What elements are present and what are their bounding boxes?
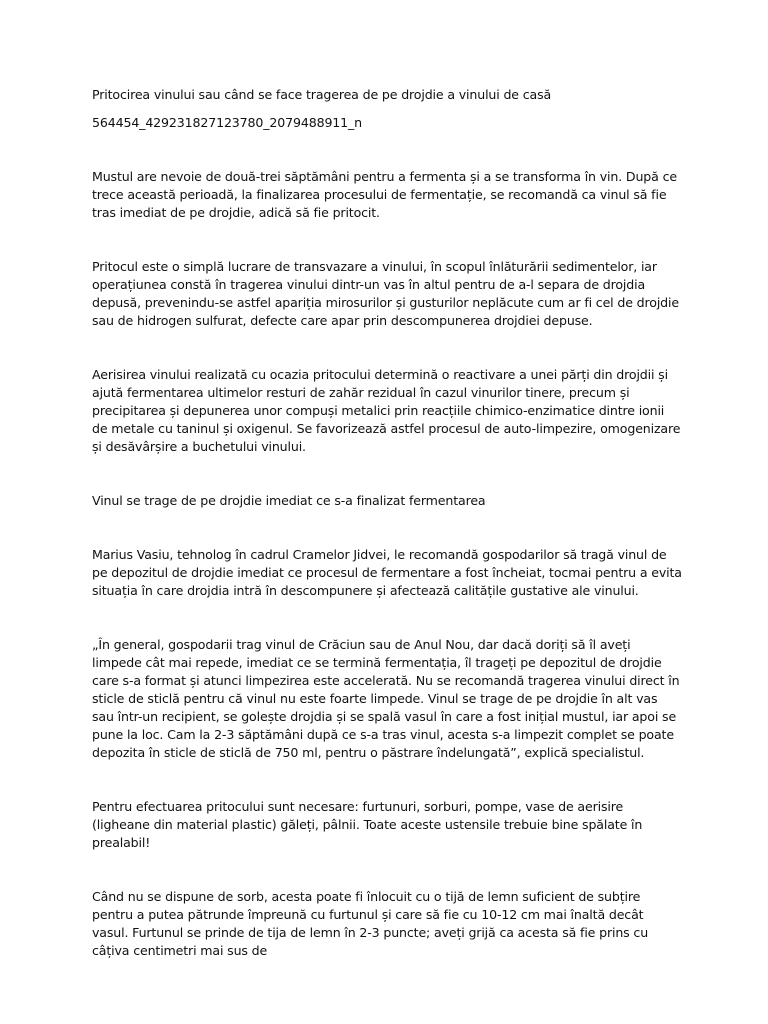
paragraph-marius-vasiu: Marius Vasiu, tehnolog în cadrul Cramelor Jidvei, le recomandă gospodarilor să tragă vinul de pe depozitul de drojdie imediat ce procesul de fermentare a fost încheiat, tocmai pentru a evita situația în care drojdia intră în descompunere și afectează calitățile gustative ale vinului. [92, 547, 682, 598]
paragraph-aeration: Aerisirea vinului realizată cu ocazia pritocului determină o reactivare a unei părți din drojdii și ajută fermentarea ultimelor resturi de zahăr rezidual în cazul vinurilor tinere, precum și precipitarea și depunerea unor compuși metalici prin reacțiile chimico-enzimatice dintre ionii de metale cu taninul și oxigenul. Se favorizează astfel procesul de auto-limpezire, omogenizare și desăvârșire a buchetului vinului. [92, 367, 681, 454]
paragraph-sorb-alternative: Când nu se dispune de sorb, acesta poate fi înlocuit cu o tijă de lemn suficient de subțire pentru a putea pătrunde împreună cu furtunul și care să fie cu 10-12 cm mai înaltă decât vasul. Furtunul se prinde de tija de lemn în 2-3 puncte; aveți grijă ca acesta să fie prins cu câțiva centimetri mai sus de [92, 889, 649, 958]
paragraph-fermentation: Mustul are nevoie de două-trei săptămâni pentru a fermenta și a se transforma în vin. După ce trece această perioadă, la finalizarea procesului de fermentație, se recomandă ca vinul să fie tras imediat de pe drojdie, adică să fie pritocit. [92, 169, 677, 220]
paragraph-equipment: Pentru efectuarea pritocului sunt necesare: furtunuri, sorburi, pompe, vase de aerisire (ligheane din material plastic) găleți, pâlnii. Toate aceste ustensile trebuie bine spălate în prealabil! [92, 799, 643, 850]
paragraph-quote: „În general, gospodarii trag vinul de Crăciun sau de Anul Nou, dar dacă doriți să îl aveți limpede cât mai repede, imediat ce se termină fermentația, îl trageți pe depozitul de drojdie care s-a format și atunci limpezirea este accelerată. Nu se recomandă tragerea vinului direct în sticle de sticlă pentru că vinul nu este foarte limpede. Vinul se trage de pe drojdie în alt vas sau într-un recipient, se golește drojdia și se spală vasul în care a fost inițial mustul, iar apoi se pune la loc. Cam la 2-3 săptămâni după ce s-a tras vinul, acesta s-a limpezit complet se poate depozita în sticle de sticlă de 750 ml, pentru o păstrare îndelungată”, explică specialistul. [92, 637, 680, 760]
document-body [92, 86, 682, 996]
section-subheading: Vinul se trage de pe drojdie imediat ce s-a finalizat fermentarea [92, 493, 486, 508]
paragraph-pritoc-definition: Pritocul este o simplă lucrare de transvazare a vinului, în scopul înlăturării sedimentelor, iar operațiunea constă în tragerea vinului dintr-un vas în altul pentru de a-l separa de drojdia depusă, prevenindu-se astfel apariția mirosurilor și gusturilor neplăcute cum ar fi cel de drojdie sau de hidrogen sulfurat, defecte care apar prin descompunerea drojdiei depuse. [92, 259, 679, 328]
document-title: Pritocirea vinului sau când se face tragerea de pe drojdie a vinului de casă [92, 87, 552, 102]
image-filename-text: 564454_429231827123780_2079488911_n [92, 115, 363, 130]
